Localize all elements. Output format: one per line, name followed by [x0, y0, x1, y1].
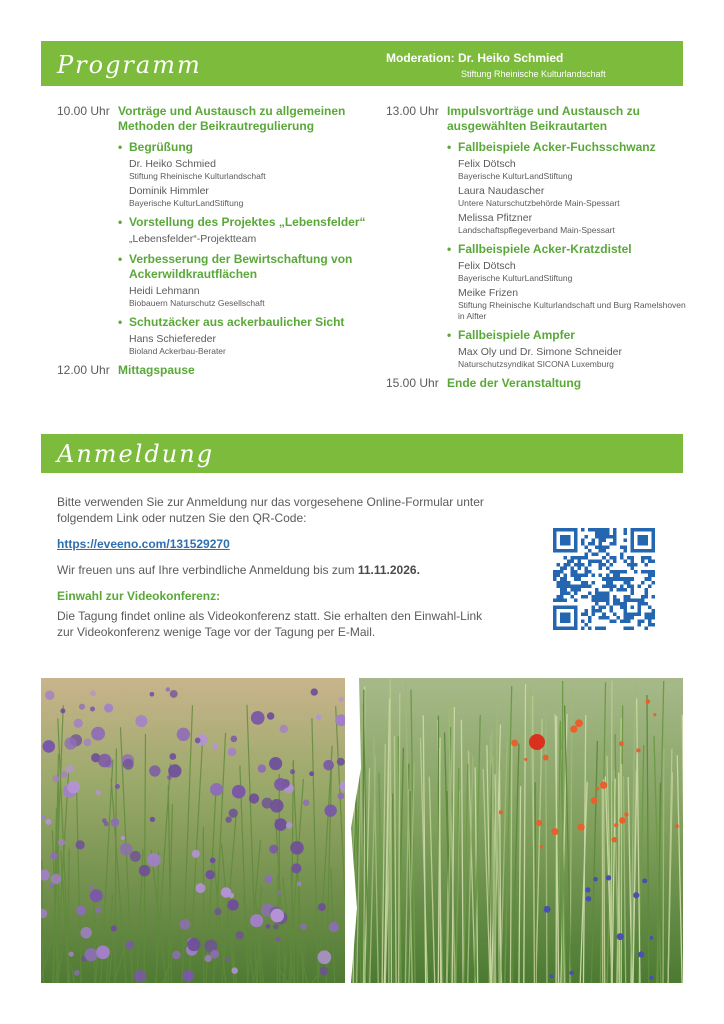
- slot-time: 13.00 Uhr: [386, 104, 439, 118]
- slot-items: [447, 140, 686, 370]
- speaker-org: Biobauern Naturschutz Gesellschaft: [129, 298, 265, 308]
- speaker-name: Meike Frizen: [458, 287, 519, 299]
- speaker-org: Bioland Ackerbau-Berater: [129, 346, 226, 356]
- slot-time: 15.00 Uhr: [386, 376, 439, 390]
- program-slot: [57, 363, 377, 378]
- item-title: Vorstellung des Projektes „Lebensfelder“: [129, 215, 366, 229]
- bullet-icon: •: [118, 315, 123, 329]
- deadline-date: 11.11.2026.: [357, 563, 420, 577]
- bullet-icon: •: [118, 252, 123, 266]
- speaker: [458, 185, 686, 209]
- speaker: [458, 287, 686, 322]
- program-heading: Programm: [57, 51, 202, 79]
- program-item: [118, 140, 377, 209]
- speaker-name: Laura Naudascher: [458, 185, 545, 197]
- program-item: [118, 315, 377, 357]
- speaker-org: Bayerische KulturLandStiftung: [129, 198, 244, 208]
- program-column-left: [57, 104, 377, 378]
- deadline-text: Wir freuen uns auf Ihre verbindliche Anmeldung bis zum: [57, 563, 355, 577]
- speaker: [458, 212, 686, 236]
- item-title: Schutzäcker aus ackerbaulicher Sicht: [129, 315, 345, 329]
- speaker-org: Stiftung Rheinische Kulturlandschaft: [129, 171, 266, 181]
- speaker-name: „Lebensfelder“-Projektteam: [129, 233, 257, 245]
- speaker-name: Hans Schiefereder: [129, 333, 216, 345]
- speaker-name: Max Oly und Dr. Simone Schneider: [458, 346, 622, 358]
- speaker-name: Heidi Lehmann: [129, 285, 200, 297]
- speaker-org: Landschaftspflegeverband Main-Spessart: [458, 225, 615, 235]
- speaker: [129, 333, 377, 357]
- slot-time: 10.00 Uhr: [57, 104, 110, 118]
- program-banner: [41, 41, 683, 86]
- slot-title: Mittagspause: [118, 363, 195, 377]
- program-item: [118, 215, 377, 246]
- slot-title: Ende der Veranstaltung: [447, 376, 582, 390]
- program-item: [447, 242, 686, 322]
- program-slot: [386, 104, 686, 370]
- program-item: [118, 252, 377, 309]
- item-title: Fallbeispiele Acker-Fuchsschwanz: [458, 140, 656, 154]
- speaker: [458, 158, 686, 182]
- item-title: Fallbeispiele Acker-Kratzdistel: [458, 242, 632, 256]
- registration-section: [57, 494, 497, 650]
- speaker-name: Dominik Himmler: [129, 185, 209, 197]
- speaker-org: Bayerische KulturLandStiftung: [458, 273, 573, 283]
- speaker-name: Felix Dötsch: [458, 158, 516, 170]
- slot-items: [118, 140, 377, 357]
- item-title: Begrüßung: [129, 140, 193, 154]
- speaker-org: Bayerische KulturLandStiftung: [458, 171, 573, 181]
- bullet-icon: •: [447, 328, 452, 342]
- bullet-icon: •: [447, 242, 452, 256]
- thistle-photo: [41, 678, 351, 983]
- moderation-label: Moderation: Dr. Heiko Schmied: [386, 51, 564, 65]
- slot-title: Vorträge und Austausch zu allgemeinen Methoden der Beikrautregulierung: [118, 104, 346, 133]
- registration-intro: Bitte verwenden Sie zur Anmeldung nur das vorgesehene Online-Formular unter folgendem Link oder nutzen Sie den QR-Code:: [57, 495, 484, 525]
- bullet-icon: •: [118, 215, 123, 229]
- speaker: [458, 260, 686, 284]
- speaker: [129, 185, 377, 209]
- speaker: [129, 233, 377, 246]
- video-text: Die Tagung findet online als Videokonferenz statt. Sie erhalten den Einwahl-Link zur Videokonferenz wenige Tage vor der Tagung per E-Mail.: [57, 609, 483, 639]
- speaker: [129, 158, 377, 182]
- program-column-right: [386, 104, 686, 391]
- registration-banner: [41, 434, 683, 473]
- video-heading: Einwahl zur Videokonferenz:: [57, 589, 221, 603]
- program-item: [447, 328, 686, 370]
- bullet-icon: •: [447, 140, 452, 154]
- speaker-org: Untere Naturschutzbehörde Main-Spessart: [458, 198, 620, 208]
- speaker: [458, 346, 686, 370]
- moderation-org: Stiftung Rheinische Kulturlandschaft: [461, 69, 606, 79]
- grain-field-photo: [345, 678, 683, 983]
- registration-link[interactable]: https://eveeno.com/131529270: [57, 537, 230, 551]
- speaker-name: Dr. Heiko Schmied: [129, 158, 216, 170]
- speaker-name: Felix Dötsch: [458, 260, 516, 272]
- program-item: [447, 140, 686, 236]
- speaker-name: Melissa Pfitzner: [458, 212, 533, 224]
- speaker: [129, 285, 377, 309]
- speaker-org: Naturschutzsyndikat SICONA Luxemburg: [458, 359, 614, 369]
- program-slot: [386, 376, 686, 391]
- speaker-org: Stiftung Rheinische Kulturlandschaft und Burg Ramelshoven in Alfter: [458, 300, 686, 321]
- qr-code[interactable]: [553, 528, 655, 630]
- item-title: Verbesserung der Bewirtschaftung von Ackerwildkrautflächen: [129, 252, 353, 281]
- slot-time: 12.00 Uhr: [57, 363, 110, 377]
- registration-heading: Anmeldung: [57, 440, 215, 468]
- slot-title: Impulsvorträge und Austausch zu ausgewählten Beikrautarten: [447, 104, 640, 133]
- item-title: Fallbeispiele Ampfer: [458, 328, 575, 342]
- program-slot: [57, 104, 377, 357]
- bullet-icon: •: [118, 140, 123, 154]
- deadline-paragraph: [57, 562, 497, 578]
